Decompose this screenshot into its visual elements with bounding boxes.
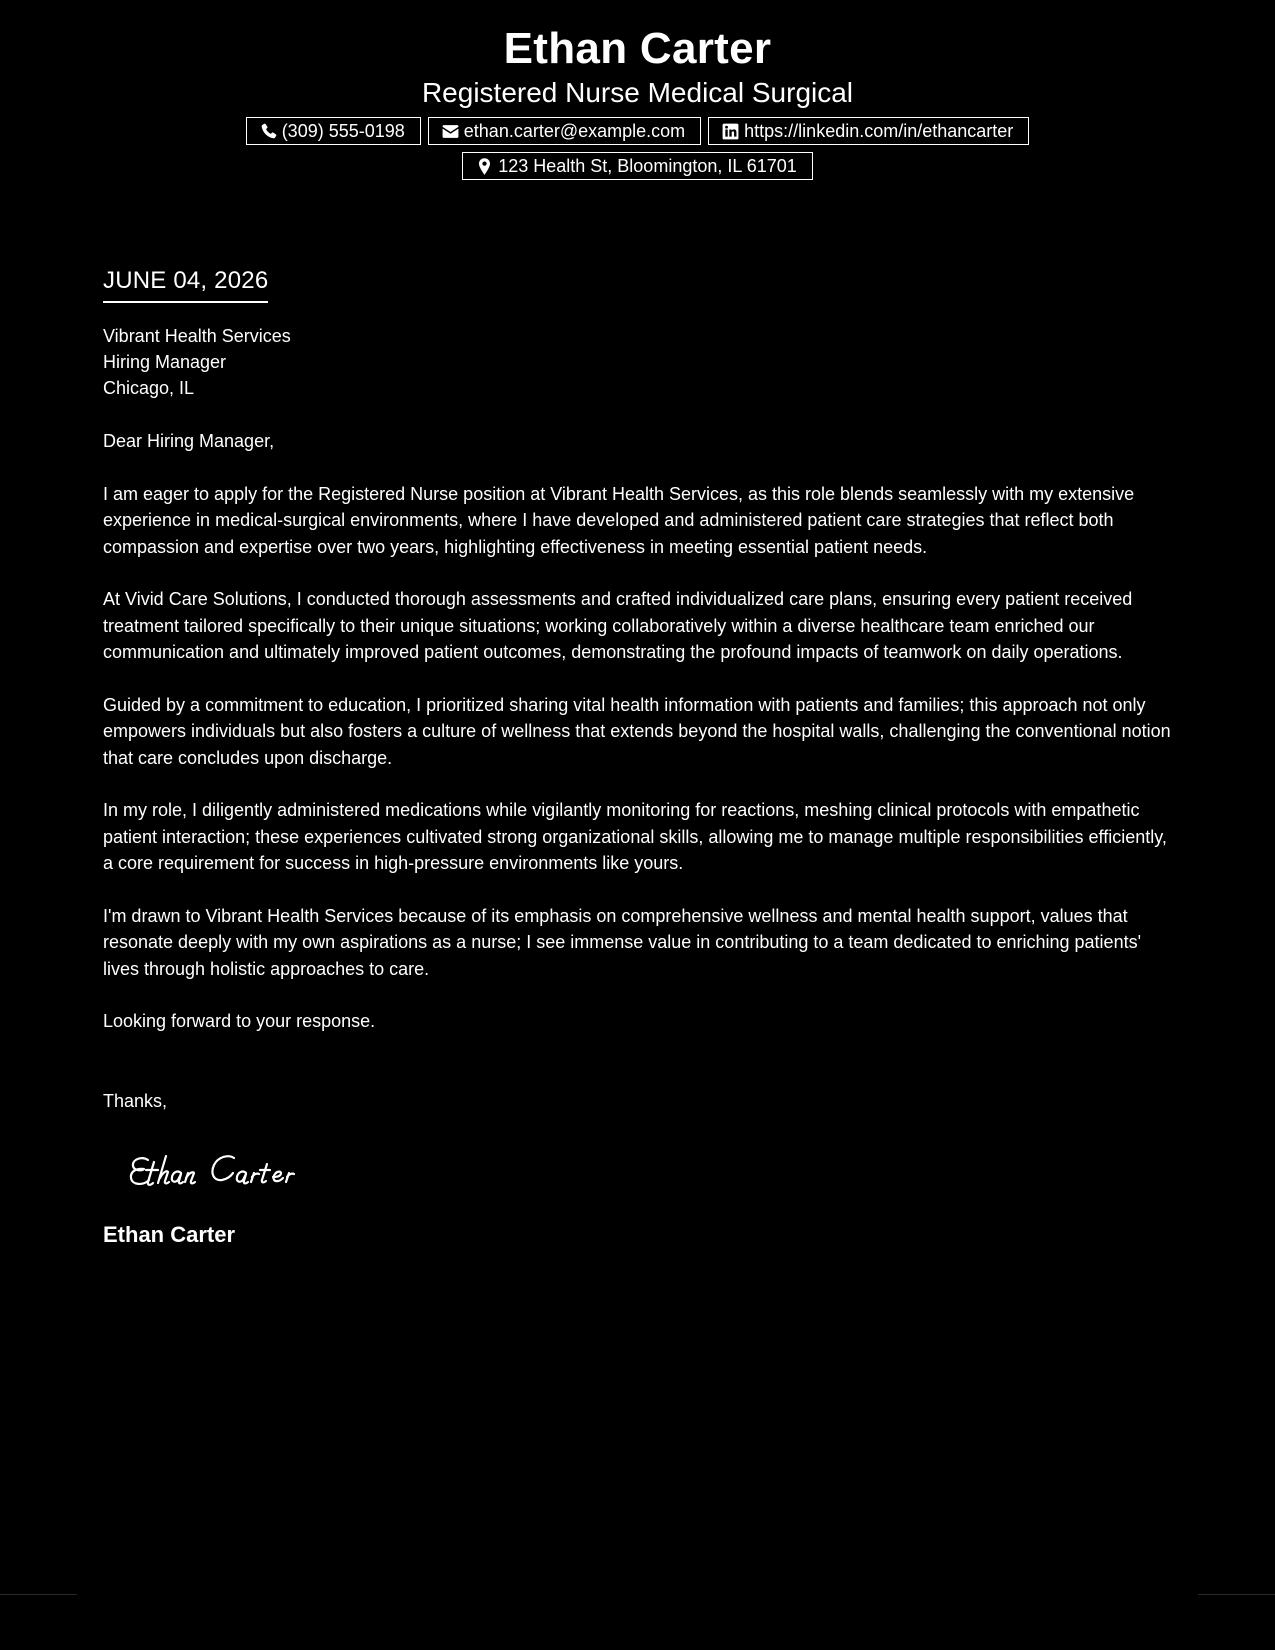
signer-name: Ethan Carter — [103, 1221, 236, 1247]
phone-icon — [259, 122, 278, 141]
email-address: ethan.carter@example.com — [463, 120, 686, 141]
letter-header — [0, 22, 1275, 180]
footer-divider-left — [0, 1594, 77, 1595]
recipient-company: Vibrant Health Services — [103, 326, 291, 346]
address-row — [0, 152, 1275, 180]
handwritten-signature — [126, 1144, 346, 1194]
applicant-title: Registered Nurse Medical Surgical — [421, 77, 854, 108]
recipient-location: Chicago, IL — [103, 378, 195, 398]
salutation: Dear Hiring Manager, — [103, 431, 275, 451]
postal-address: 123 Health St, Bloomington, IL 61701 — [498, 155, 797, 176]
body-paragraph: I'm drawn to Vibrant Health Services because of its emphasis on comprehensive wellness and mental health support, values that resonate deeply with my own aspirations as a nurse; I see immense value in contributing to a team dedicated to enriching patients' lives through holistic approaches to care. — [103, 905, 1142, 979]
phone-chip[interactable] — [246, 117, 421, 145]
body-paragraph: At Vivid Care Solutions, I conducted thorough assessments and crafted individualized care plans, ensuring every patient received treatment tailored specifically to their unique situations; working collaboratively within a diverse healthcare team enriched our communication and ultimately improved patient outcomes, demonstrating the profound impacts of teamwork on daily operations. — [103, 589, 1133, 662]
body-paragraph: I am eager to apply for the Registered Nurse position at Vibrant Health Services, as this role blends seamlessly with my extensive experience in medical-surgical environments, where I have developed and administered patient care strategies that reflect both compassion and expertise over two years, highlighting effectiveness in meeting essential patient needs. — [103, 483, 1135, 557]
signoff: Thanks, — [103, 1090, 168, 1111]
phone-number: (309) 555-0198 — [281, 120, 405, 141]
linkedin-url: https://linkedin.com/in/ethancarter — [744, 120, 1014, 141]
footer-divider-right — [1198, 1594, 1275, 1595]
linkedin-chip[interactable] — [708, 117, 1029, 145]
address-chip[interactable] — [462, 152, 813, 180]
letter-date: JUNE 04, 2026 — [103, 266, 268, 303]
recipient-role: Hiring Manager — [103, 352, 227, 372]
body-paragraph: Guided by a commitment to education, I prioritized sharing vital health information with patients and families; this approach not only empowers individuals but also fosters a culture of wellness that extends beyond the hospital walls, challenging the conventional notion that care concludes upon discharge. — [103, 694, 1171, 768]
map-marker-icon — [475, 157, 494, 176]
closing-line: Looking forward to your response. — [103, 1011, 376, 1031]
linkedin-icon — [721, 122, 740, 141]
contact-row — [0, 117, 1275, 145]
body-paragraph: In my role, I diligently administered medications while vigilantly monitoring for reactions, meshing clinical protocols with empathetic patient interaction; these experiences cultivated strong organizational skills, allowing me to manage multiple responsibilities efficiently, a core requirement for success in high-pressure environments like yours. — [103, 800, 1167, 873]
envelope-icon — [441, 122, 460, 141]
email-chip[interactable] — [428, 117, 701, 145]
letter-body — [103, 266, 1173, 1248]
applicant-name: Ethan Carter — [503, 24, 772, 73]
recipient-block — [103, 323, 1173, 401]
